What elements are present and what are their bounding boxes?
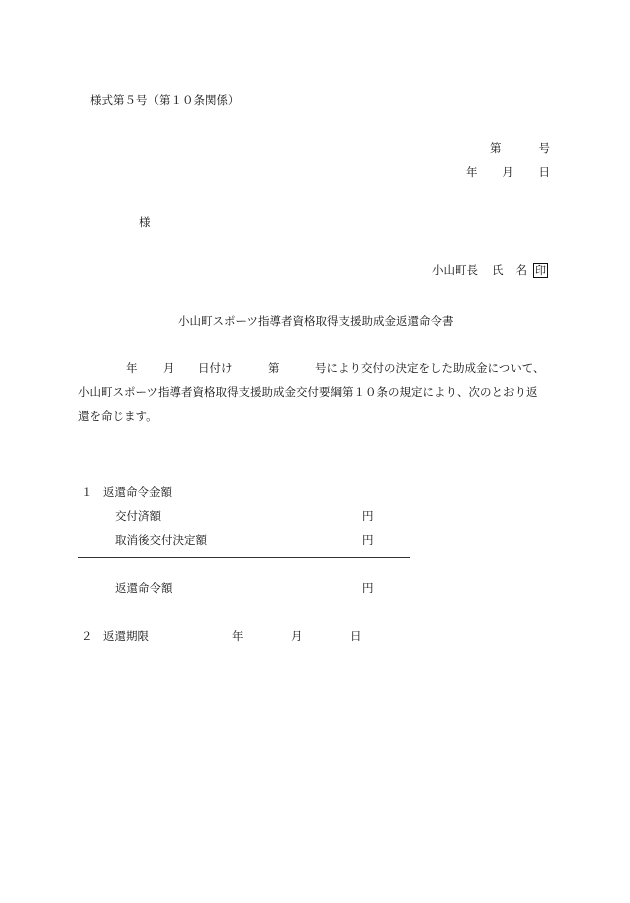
section-1-number: １	[81, 485, 93, 499]
section-2-number: ２	[81, 629, 93, 643]
body-month: 月	[163, 361, 175, 375]
seal-mark: 印	[535, 264, 546, 277]
doc-number-suffix: 号	[538, 141, 550, 155]
document-number	[490, 143, 550, 155]
body-line-3: 還を命じます。	[78, 409, 158, 423]
section-1-title: 返還命令金額	[103, 485, 172, 499]
subtotal-rule	[78, 557, 410, 558]
addressee-suffix: 様	[139, 215, 151, 229]
doc-date-month: 月	[502, 165, 514, 179]
doc-date-day: 日	[538, 165, 550, 179]
issuer	[432, 263, 548, 278]
document-title: 小山町スポーツ指導者資格取得支援助成金返還命令書	[178, 314, 454, 328]
row-label-revised: 取消後交付決定額	[115, 533, 207, 547]
doc-number-prefix: 第	[490, 141, 502, 155]
body-year: 年	[126, 361, 138, 375]
doc-date-year: 年	[466, 165, 478, 179]
row-label-issued: 交付済額	[115, 509, 161, 523]
body-rest: 号により交付の決定をした助成金について、	[315, 361, 545, 375]
row-label-return: 返還命令額	[115, 581, 173, 595]
section-2-title: 返還期限	[103, 629, 149, 643]
form-id: 様式第５号（第１０条関係）	[90, 93, 240, 107]
row-unit-return: 円	[362, 581, 374, 595]
issuer-name-label-1: 氏	[492, 262, 504, 277]
row-unit-issued: 円	[362, 509, 374, 523]
issuer-title: 小山町長	[432, 262, 478, 277]
deadline-day: 日	[350, 629, 362, 643]
document-date	[466, 167, 550, 179]
body-line-2: 小山町スポーツ指導者資格取得支援助成金交付要綱第１０条の規定により、次のとおり返	[78, 385, 538, 399]
body-dated: 日付け	[198, 361, 233, 375]
body-no: 第	[268, 361, 280, 375]
row-unit-revised: 円	[362, 533, 374, 547]
issuer-name-label-2: 名	[515, 262, 527, 277]
deadline-year: 年	[232, 629, 244, 643]
deadline-month: 月	[291, 629, 303, 643]
